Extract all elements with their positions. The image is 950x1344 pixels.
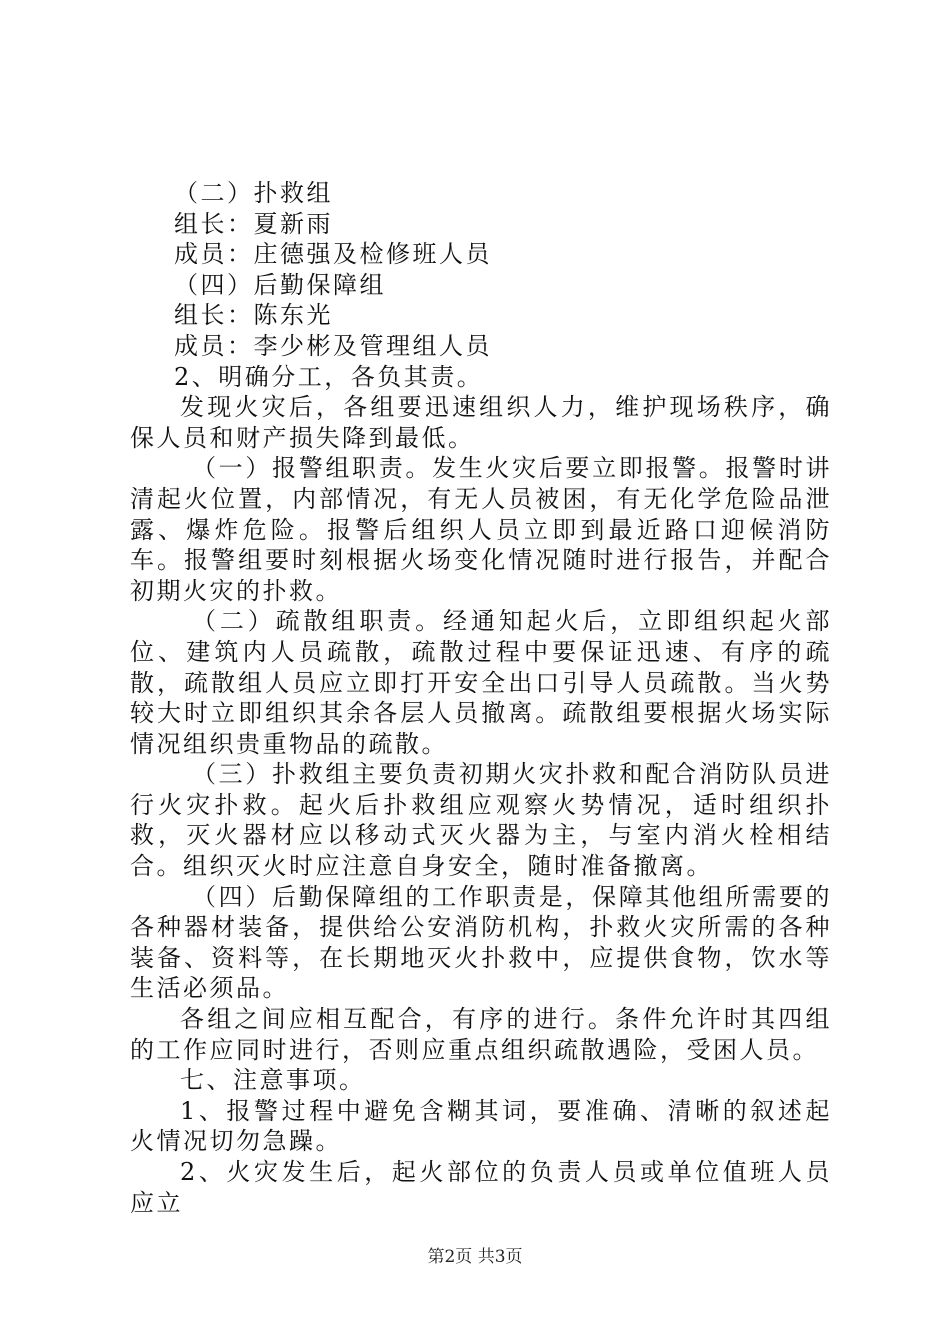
document-body <box>130 178 832 1218</box>
paragraph-alarm-group: （一）报警组职责。发生火灾后要立即报警。报警时讲清起火位置，内部情况，有无人员被困，有无化学危险品泄露、爆炸危险。报警后组织人员立即到最近路口迎候消防车。报警组要时刻根据火场变化情况随时进行报告，并配合初期火灾的扑救。 <box>130 454 832 605</box>
paragraph-intro: 发现火灾后，各组要迅速组织人力，维护现场秩序，确保人员和财产损失降到最低。 <box>130 393 832 452</box>
page-number-footer: 第2页 共3页 <box>427 1247 523 1267</box>
heading-logistics-group: （四）后勤保障组 <box>174 270 386 299</box>
paragraph-cooperation: 各组之间应相互配合，有序的进行。条件允许时其四组的工作应同时进行，否则应重点组织疏散遇险，受困人员。 <box>130 1005 832 1064</box>
section-heading-notes: 七、注意事项。 <box>180 1066 366 1095</box>
note-item-2: 2、火灾发生后，起火部位的负责人员或单位值班人员应立 <box>130 1158 832 1217</box>
rescue-group-members: 成员：庄德强及检修班人员 <box>174 240 492 269</box>
logistics-group-members: 成员：李少彬及管理组人员 <box>174 331 492 360</box>
paragraph-rescue-group: （三）扑救组主要负责初期火灾扑救和配合消防队员进行火灾扑救。起火后扑救组应观察火势情况，适时组织扑救，灭火器材应以移动式灭火器为主，与室内消火栓相结合。组织灭火时应注意自身安全，随时准备撤离。 <box>130 760 832 881</box>
rescue-group-leader: 组长：夏新雨 <box>174 209 333 238</box>
paragraph-evacuation-group: （二）疏散组职责。经通知起火后，立即组织起火部位、建筑内人员疏散，疏散过程中要保证迅速、有序的疏散，疏散组人员应立即打开安全出口引导人员疏散。当火势较大时立即组织其余各层人员撤离。疏散组要根据火场实际情况组织贵重物品的疏散。 <box>130 607 832 758</box>
note-item-1: 1、报警过程中避免含糊其词，要准确、清晰的叙述起火情况切勿急躁。 <box>130 1096 832 1156</box>
paragraph-logistics-group: （四）后勤保障组的工作职责是，保障其他组所需要的各种器材装备，提供给公安消防机构，扑救火灾所需的各种装备、资料等，在长期地灭火扑救中，应提供食物，饮水等生活必须品。 <box>130 882 832 1003</box>
logistics-group-leader: 组长：陈东光 <box>174 301 333 330</box>
heading-rescue-group: （二）扑救组 <box>174 179 333 207</box>
section-heading-division-of-labor: 2、明确分工，各负其责。 <box>174 362 484 391</box>
